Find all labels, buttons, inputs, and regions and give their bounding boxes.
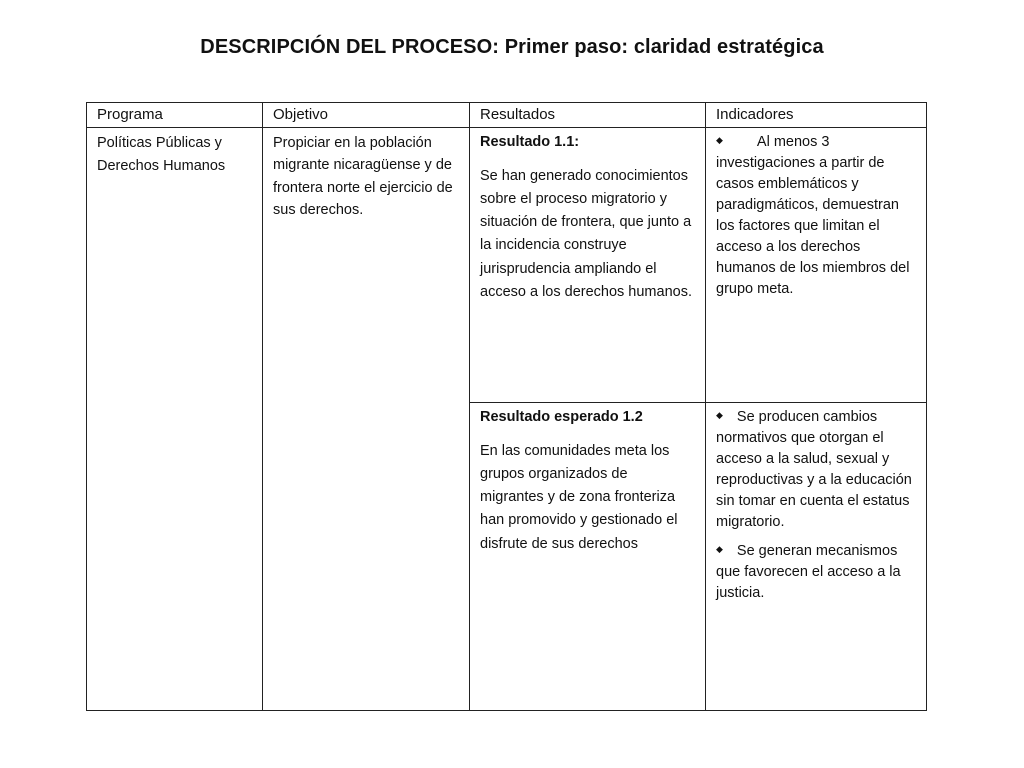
indicador-text: Al menos 3 investigaciones a partir de casos emblemáticos y paradigmáticos, demuestran los factores que limitan el acceso a los derechos humanos de los miembros del grupo meta.	[716, 133, 910, 297]
diamond-bullet-icon: ◆	[716, 134, 723, 145]
table-header-row	[87, 103, 927, 128]
objetivo-cell: Propiciar en la población migrante nicaragüense y de frontera norte el ejercicio de sus derechos.	[263, 127, 470, 710]
header-programa: Programa	[87, 103, 263, 128]
resultado-cell-2	[470, 402, 706, 710]
page-title: DESCRIPCIÓN DEL PROCESO: Primer paso: claridad estratégica	[200, 36, 824, 58]
indicador-item	[716, 132, 916, 300]
resultado-title: Resultado esperado 1.2	[480, 408, 643, 425]
diamond-bullet-icon: ◆	[716, 543, 723, 554]
table-row	[87, 127, 927, 402]
process-table	[86, 102, 927, 711]
programa-cell: Políticas Públicas y Derechos Humanos	[87, 127, 263, 710]
indicador-item	[716, 541, 916, 604]
header-resultados: Resultados	[470, 103, 706, 128]
diamond-bullet-icon: ◆	[716, 409, 723, 420]
resultado-title: Resultado 1.1:	[480, 133, 580, 150]
header-indicadores: Indicadores	[706, 103, 927, 128]
resultado-text: En las comunidades meta los grupos organizados de migrantes y de zona fronteriza han promovido y gestionado el disfrute de sus derechos	[480, 442, 678, 552]
indicador-item	[716, 407, 916, 533]
header-objetivo: Objetivo	[263, 103, 470, 128]
indicador-cell-2	[706, 402, 927, 710]
resultado-cell-1	[470, 127, 706, 402]
resultado-text: Se han generado conocimientos sobre el proceso migratorio y situación de frontera, que junto a la incidencia construye jurisprudencia ampliando el acceso a los derechos humanos.	[480, 167, 692, 300]
indicador-text: Se producen cambios normativos que otorgan el acceso a la salud, sexual y reproductivas y a la educación sin tomar en cuenta el estatus migratorio.	[716, 408, 912, 530]
indicador-cell-1	[706, 127, 927, 402]
indicador-text: Se generan mecanismos que favorecen el acceso a la justicia.	[716, 542, 901, 601]
